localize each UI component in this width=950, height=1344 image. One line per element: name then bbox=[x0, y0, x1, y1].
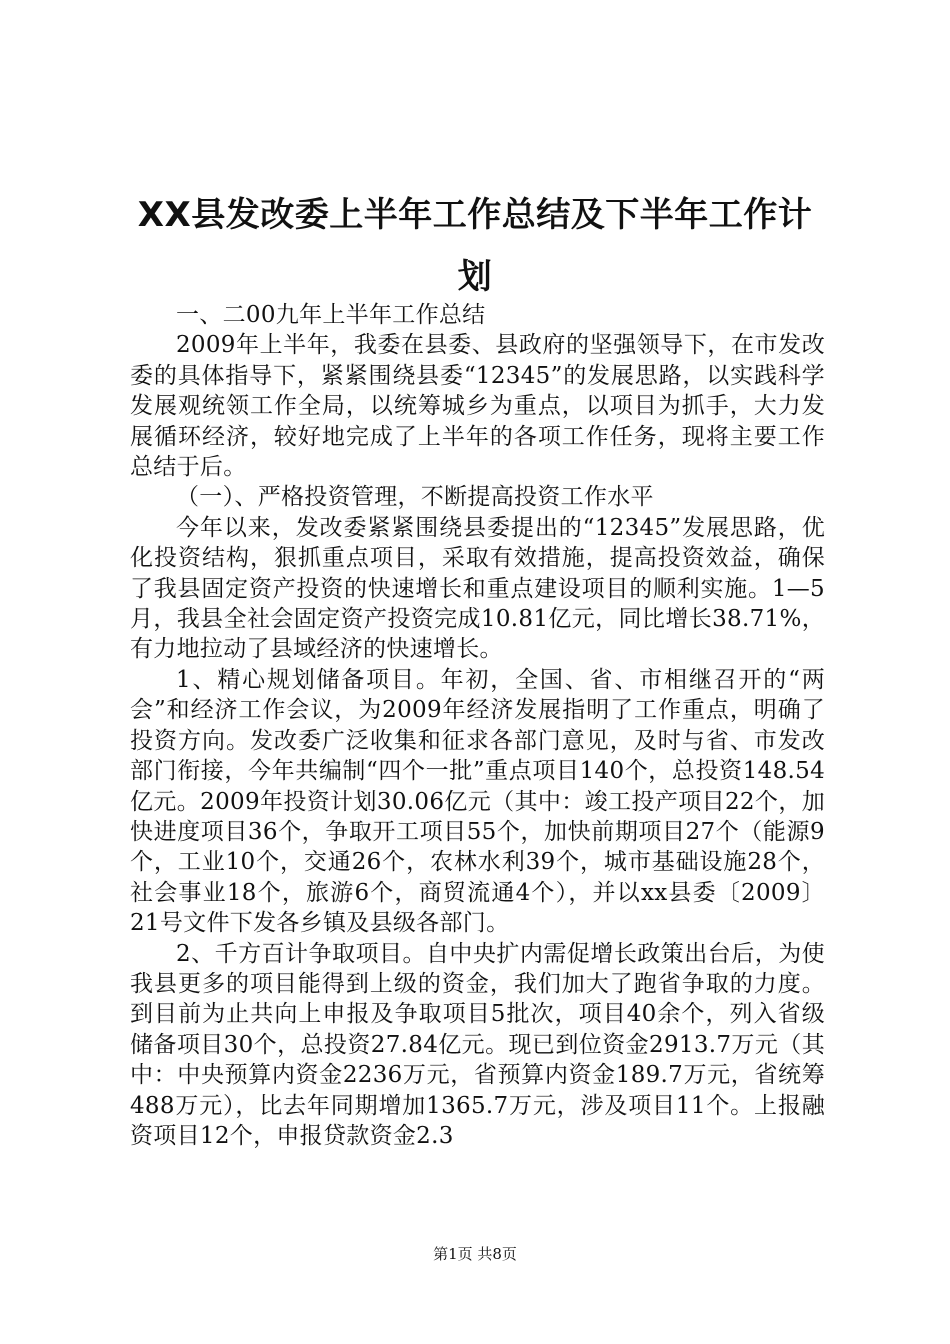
subsection-heading: （一）、严格投资管理，不断提高投资工作水平 bbox=[176, 484, 654, 511]
page-number-footer: 第1页 共8页 bbox=[433, 1245, 517, 1263]
paragraph: 2009年上半年，我委在县委、县政府的坚强领导下，在市发改委的具体指导下，紧紧围绕县委“12345”的发展思路，以实践科学发展观统领工作全局，以统筹城乡为重点，以项目为抓手，大力发展循环经济，较好地完成了上半年的各项工作任务，现将主要工作总结于后。 bbox=[130, 332, 825, 481]
paragraph: 2、千方百计争取项目。自中央扩内需促增长政策出台后，为使我县更多的项目能得到上级的资金，我们加大了跑省争取的力度。到目前为止共向上申报及争取项目5批次，项目40余个，列入省级储备项目30个，总投资27.84亿元。现已到位资金2913.7万元（其中：中央预算内资金2236万元，省预算内资金189.7万元，省统筹488万元），比去年同期增加1365.7万元，涉及项目11个。上报融资项目12个，申报贷款资金2.3 bbox=[130, 940, 825, 1149]
paragraph: 今年以来，发改委紧紧围绕县委提出的“12345”发展思路，优化投资结构，狠抓重点项目，采取有效措施，提高投资效益，确保了我县固定资产投资的快速增长和重点建设项目的顺利实施。1—5月，我县全社会固定资产投资完成10.81亿元，同比增长38.71%，有力地拉动了县域经济的快速增长。 bbox=[130, 514, 825, 663]
section-heading: 一、二00九年上半年工作总结 bbox=[176, 302, 486, 328]
document-body bbox=[130, 300, 825, 1151]
document-title: XX县发改委上半年工作总结及下半年工作计划 bbox=[137, 195, 813, 297]
paragraph: 1、精心规划储备项目。年初，全国、省、市相继召开的“两会”和经济工作会议，为2009年经济发展指明了工作重点，明确了投资方向。发改委广泛收集和征求各部门意见，及时与省、市发改部门衔接，今年共编制“四个一批”重点项目140个，总投资148.54亿元。2009年投资计划30.06亿元（其中：竣工投产项目22个，加快进度项目36个，争取开工项目55个，加快前期项目27个（能源9个，工业10个，交通26个，农林水利39个，城市基础设施28个，社会事业18个，旅游6个，商贸流通4个），并以xx县委〔2009〕21号文件下发各乡镇及县级各部门。 bbox=[130, 666, 825, 937]
